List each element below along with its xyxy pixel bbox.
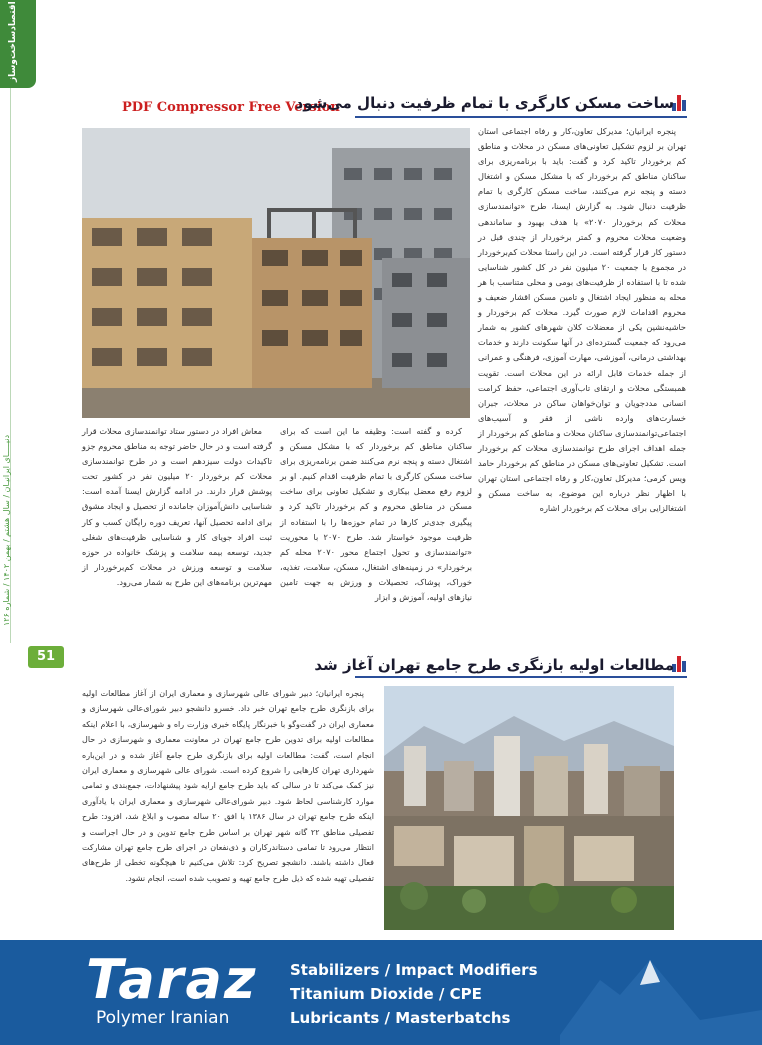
article-2-body xyxy=(82,686,374,930)
taraz-logo: Taraz xyxy=(86,948,258,1011)
pdf-watermark: PDF Compressor Free Version xyxy=(122,100,340,115)
article-2-headline: مطالعات اولیه بازنگری طرح جامع تهران آغاز شد xyxy=(314,656,674,674)
section-tab xyxy=(0,0,36,88)
product-line: Stabilizers / Impact Modifiers xyxy=(290,961,538,979)
article-1-column-3 xyxy=(82,424,272,640)
article-1-column-2 xyxy=(280,424,472,640)
article-2-text: پنجره ایرانیان؛ دبیر شورای عالی شهرسازی و معماری ایران از آغاز مطالعات اولیه برای بازنگری طرح جامع تهران خبر داد. خسرو دانشجو دبیر شورای‌عالی شهرسازی و معماری ایران در گفت‌وگو با خبرنگار پایگاه خبری وزارت راه و شهرسازی، با اعلام اینکه مطالعات اولیه برای تدوین طرح جامع تهران در معاونت معماری و شهرسازی در حال انجام است، گفت: مطالعات اولیه برای بازنگری طرح جامع آغاز شده و در این‌باره شهرداری تهران کارهایی را شروع کرده است. شورای عالی شهرسازی و معماری ایران نیز کمک می‌کند تا در سالی که باید طرح جامع ارایه شود پیشنهادات، جمع‌بندی و تمامی موارد کارشناسی لحاظ شود. دبیر شورای‌عالی شهرسازی و معماری ایران با یادآوری اینکه طرح جامع تهران در سال ۱۳۸۶ با افق ۲۰ ساله مصوب و ابلاغ شد، افزود: طرح تفصیلی مناطق ۲۲ گانه شهر تهران بر اساس طرح جامع تدوین و در حال اجراست و انتظار می‌رود تا تمامی دستاندرکاران و ذی‌نفعان در اجرای طرح جامع تهران مشارکت فعال داشته باشند. دانشجو تصریح کرد: تلاش می‌کنیم تا هیچگونه تخطی از طرح‌های تفصیلی تهیه شده که ذیل طرح جامع تهیه و تصویب شده است، انجام نشود. xyxy=(82,689,374,883)
section-tab-label: اقتصاد‌ساخت‌وساز xyxy=(8,1,18,82)
product-line: Titanium Dioxide / CPE xyxy=(290,985,482,1003)
bar-chart-icon xyxy=(672,95,686,111)
product-list xyxy=(290,958,590,1030)
product-line: Lubricants / Masterbatchs xyxy=(290,1009,511,1027)
article-1-photo xyxy=(82,128,470,418)
article-1-column-2-text: کرده و گفته است: وظیفه ما این است که برای ساکنان مناطق کم برخوردار که با مشکل مسکن و اشتغال دسته و پنجه نرم می‌کنند ضمن برنامه‌ریزی برای ساخت مسکن کارگری با تمام ظرفیت اقدام کنیم. او بر لزوم رفع معضل بیکاری و تشکیل تعاونی برای ساخت مسکن در مناطق محروم و کم برخوردار تاکید کرد و پیگیری جدی‌تر کارها در تمام حوزه‌ها را با استفاده از ظرفیت موجود خواستار شد. طرح ۲۰۷۰ با محوریت «توانمندسازی و تحول اجتماع محور ۲۰۷۰ محله کم برخوردار» در زمینه‌های اشتغال، مسکن، سلامت، تغذیه، خوراک، پوشاک، تحصیلات و ورزش به جهت تامین نیازهای اولیه، آموزش و ابزار xyxy=(280,426,473,603)
article-1-column-3-text: معاش افراد در دستور ستاد توانمندسازی محلات قرار گرفته است و در حال حاضر توجه به مناطق محروم جزو تاکیدات دولت سیزدهم است و در طرح توانمندسازی محلات کم برخوردار ۲۰ میلیون نفر در کشور تحت پوشش قرار دارند. در ادامه گزارش ایسنا آمده است: شناسایی دانش‌آموزان جامانده از تحصیل و ایجاد مشوق برای ادامه تحصیل آنها، تعریف دوره رایگان کسب و کار ثبت افراد جویای کار و شناسایی ظرفیت‌های شغلی جدید، توسعه بیمه سلامت و پزشک خانواده در حوزه سلامت و توسعه ورزش در محلات کم‌برخوردار از مهم‌ترین برنامه‌های این طرح به شمار می‌رود. xyxy=(82,426,272,587)
article-1-column-1 xyxy=(478,124,686,640)
issue-info: دنیـــــای ایرانیـان / سال هشتم / بهمن ۱۴۰۲ / شماره ۱۲۶ xyxy=(2,434,11,626)
article-1-headline: ساخت مسکن کارگری با تمام ظرفیت دنبال می‌شود xyxy=(295,94,674,112)
article-2-photo xyxy=(384,686,674,930)
taraz-subtitle: Polymer Iranian xyxy=(96,1008,230,1028)
article-1-column-1-text: پنجره ایرانیان؛ مدیرکل تعاون،کار و رفاه اجتماعی استان تهران بر لزوم تشکیل تعاونی‌های مسکن در محلات و مناطق کم برخوردار تاکید کرد و گفت: باید با برنامه‌ریزی برای ساکنان مناطق کم برخوردار که با مشکل مسکن و اشتغال دسته و پنجه نرم می‌کنند، ساخت مسکن کارگری با تمام ظرفیت دنبال شود. به گزارش ایسنا، طرح «توانمندسازی محلات کم برخوردار ۲۰۷۰» با هدف بهبود و ساماندهی وضعیت محلات محروم و کمتر برخوردار از چندی قبل در دستور کار قرار گرفته است. در این راستا محلات کم‌برخوردار در مجموع با جمعیت ۲۰ میلیون نفر در کل کشور شناسایی شده تا با استفاده از ظرفیت‌های بومی و محلی متناسب با هر محله به منظور ایجاد اشتغال و تامین مسکن اقشار ضعیف و محروم اقدامات لازم صورت گیرد. محلات کم برخوردار و حاشیه‌نشین یکی از معضلات کلان شهرهای کشور به شمار می‌رود که جمعیت گسترده‌ای در آنها سکونت دارند و خدمات بهداشتی درمانی، آموزشی، مهارت آموزی، فرهنگی و عمرانی از جمله خدمات قابل ارائه در این محلات است. تقویت همبستگی محلات و ارتقای تاب‌آوری اجتماعی، حفظ کرامت انسانی مددجویان و توان‌خواهان ساکن در محلات، جبران خسارت‌های وارده ناشی از فقر و آسیب‌های اجتماعی‌توانمندسازی ساکنان محلات و مناطق کم برخوردار از جمله اهداف اجرای طرح توانمندسازی محلات کم برخوردار است. تشکیل تعاونی‌های مسکن در مناطق کم برخوردار حامد ویس کرمی؛ مدیرکل تعاون،کار و رفاه اجتماعی استان تهران با اظهار نظر درباره این موضوع، به ساخت مسکن و اشتغالزایی برای محلات کم برخوردار اشاره xyxy=(478,126,687,514)
headline-rule xyxy=(355,676,687,678)
headline-rule xyxy=(355,116,687,118)
bar-chart-icon xyxy=(672,656,686,672)
page-number: 51 xyxy=(28,646,64,668)
